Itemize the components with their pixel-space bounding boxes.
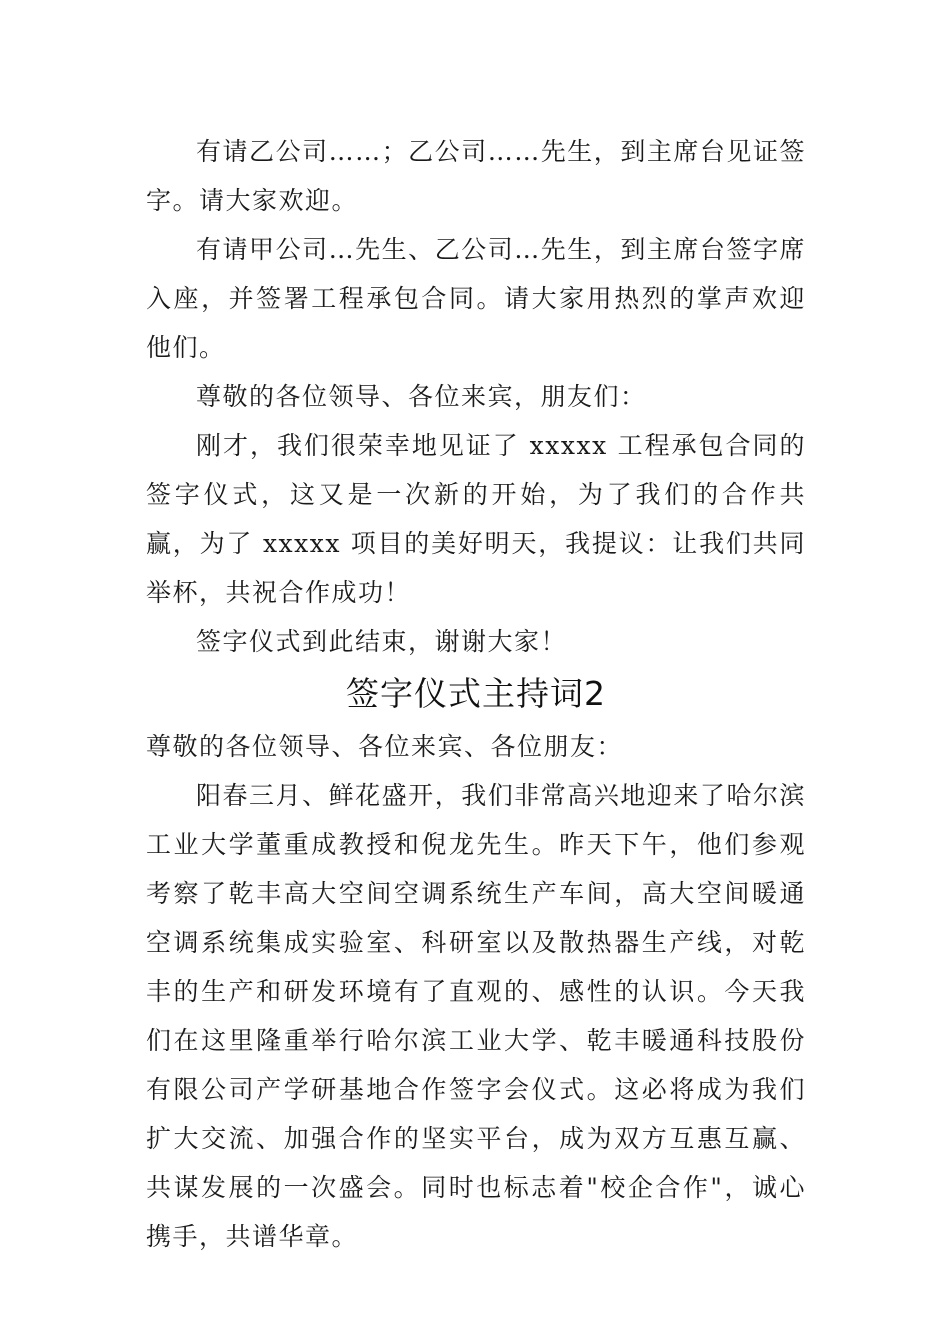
paragraph-invite-signers: 有请甲公司…先生、乙公司…先生，到主席台签字席入座，并签署工程承包合同。请大家用热烈的掌声欢迎他们。 (146, 235, 806, 362)
section2-paragraph: 阳春三月、鲜花盛开，我们非常高兴地迎来了哈尔滨工业大学董重成教授和倪龙先生。昨天下午，他们参观考察了乾丰高大空间空调系统生产车间，高大空间暖通空调系统集成实验室、科研室以及散热器生产线，对乾丰的生产和研发环境有了直观的、感性的认识。今天我们在这里隆重举行哈尔滨工业大学、乾丰暖通科技股份有限公司产学研基地合作签字会仪式。这必将成为我们扩大交流、加强合作的坚实平台，成为双方互惠互赢、共谋发展的一次盛会。同时也标志着"校企合作"，诚心携手，共谱华章。 (146, 781, 806, 1251)
paragraph-invite-witness: 有请乙公司……；乙公司……先生，到主席台见证签字。请大家欢迎。 (146, 137, 806, 215)
section2-greeting: 尊敬的各位领导、各位来宾、各位朋友： (146, 732, 624, 761)
paragraph-toast: 刚才，我们很荣幸地见证了 xxxxx 工程承包合同的签字仪式，这又是一次新的开始，为了我们的合作共赢，为了 xxxxx 项目的美好明天，我提议：让我们共同举杯，共祝合作成功！ (146, 431, 806, 607)
paragraph-closing: 签字仪式到此结束，谢谢大家！ (196, 627, 568, 656)
section-title: 签字仪式主持词2 (346, 674, 606, 713)
document-body (146, 127, 806, 1261)
paragraph-greeting: 尊敬的各位领导、各位来宾，朋友们： (196, 382, 647, 411)
